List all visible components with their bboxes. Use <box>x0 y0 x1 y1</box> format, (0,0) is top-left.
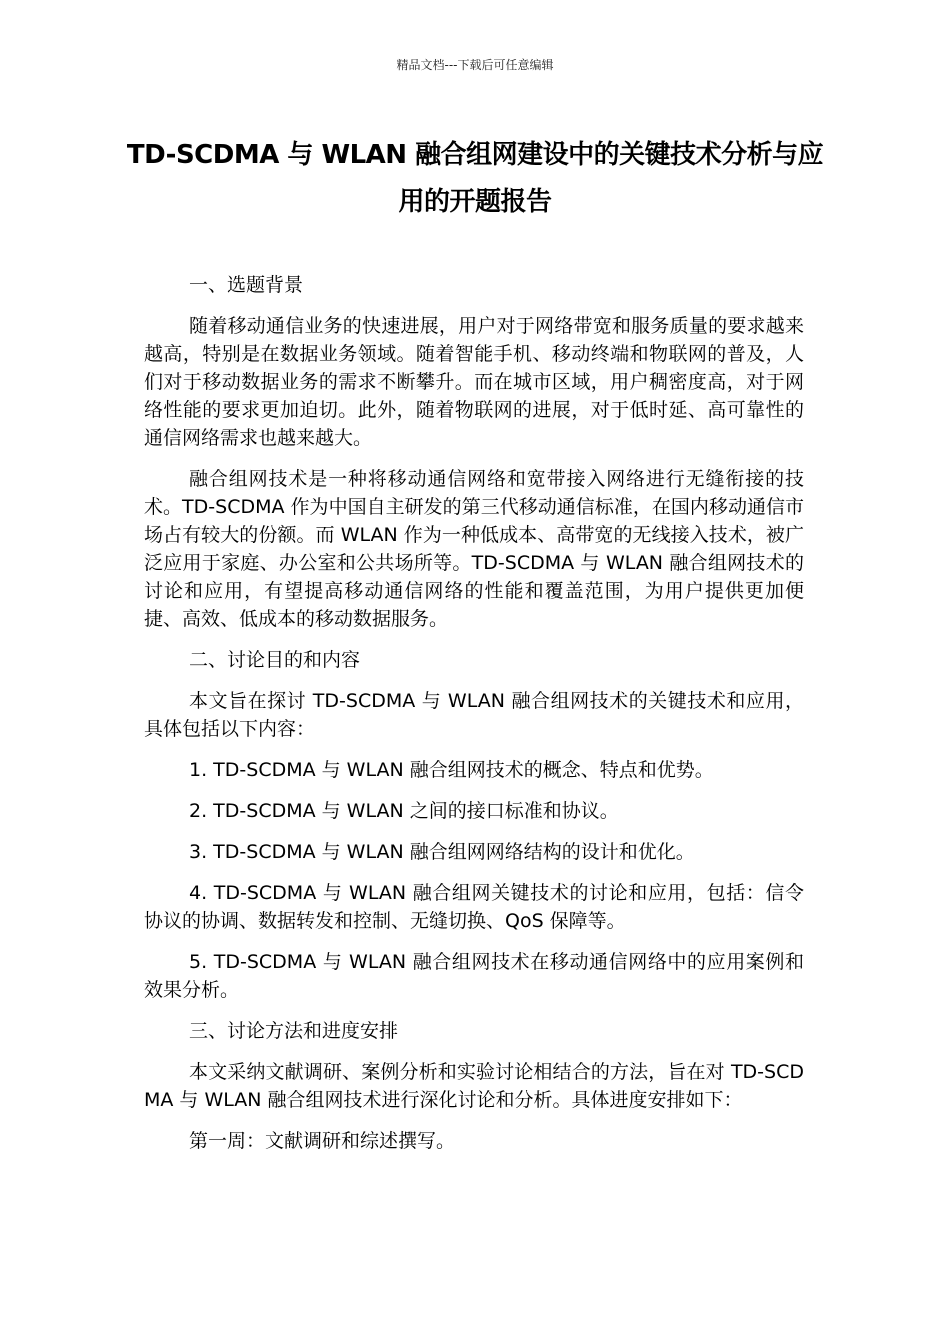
paragraph-purpose-intro: 本文旨在探讨 TD-SCDMA 与 WLAN 融合组网技术的关键技术和应用，具体包括以下内容： <box>144 690 804 740</box>
list-item-3: 3. TD-SCDMA 与 WLAN 融合组网网络结构的设计和优化。 <box>189 841 695 863</box>
schedule-week-1: 第一周：文献调研和综述撰写。 <box>189 1130 456 1152</box>
list-item-5: 5. TD-SCDMA 与 WLAN 融合组网技术在移动通信网络中的应用案例和效果分析。 <box>144 951 804 1001</box>
paragraph-background-2: 融合组网技术是一种将移动通信网络和宽带接入网络进行无缝衔接的技术。TD-SCDMA 作为中国自主研发的第三代移动通信标准，在国内移动通信市场占有较大的份额。而 WLAN 作为一种低成本、高带宽的无线接入技术，被广泛应用于家庭、办公室和公共场所等。TD-SCDMA 与 WLAN 融合组网技术的讨论和应用，有望提高移动通信网络的性能和覆盖范围，为用户提供更加便捷、高效、低成本的移动数据服务。 <box>144 468 804 630</box>
section-heading-background: 一、选题背景 <box>189 274 304 296</box>
document-title: TD-SCDMA 与 WLAN 融合组网建设中的关键技术分析与应用的开题报告 <box>126 140 824 217</box>
list-item-4: 4. TD-SCDMA 与 WLAN 融合组网关键技术的讨论和应用，包括：信令协议的协调、数据转发和控制、无缝切换、QoS 保障等。 <box>144 882 804 932</box>
section-heading-method: 三、讨论方法和进度安排 <box>189 1020 399 1042</box>
paragraph-method: 本文采纳文献调研、案例分析和实验讨论相结合的方法，旨在对 TD-SCDMA 与 WLAN 融合组网技术进行深化讨论和分析。具体进度安排如下： <box>144 1061 804 1111</box>
header-note: 精品文档---下载后可任意编辑 <box>396 58 554 72</box>
paragraph-background-1: 随着移动通信业务的快速进展，用户对于网络带宽和服务质量的要求越来越高，特别是在数据业务领域。随着智能手机、移动终端和物联网的普及，人们对于移动数据业务的需求不断攀升。而在城市区域，用户稠密度高，对于网络性能的要求更加迫切。此外，随着物联网的进展，对于低时延、高可靠性的通信网络需求也越来越大。 <box>144 315 804 449</box>
section-heading-purpose: 二、讨论目的和内容 <box>189 649 361 671</box>
list-item-1: 1. TD-SCDMA 与 WLAN 融合组网技术的概念、特点和优势。 <box>189 759 714 781</box>
list-item-2: 2. TD-SCDMA 与 WLAN 之间的接口标准和协议。 <box>189 800 619 822</box>
document-body <box>144 271 804 1168</box>
